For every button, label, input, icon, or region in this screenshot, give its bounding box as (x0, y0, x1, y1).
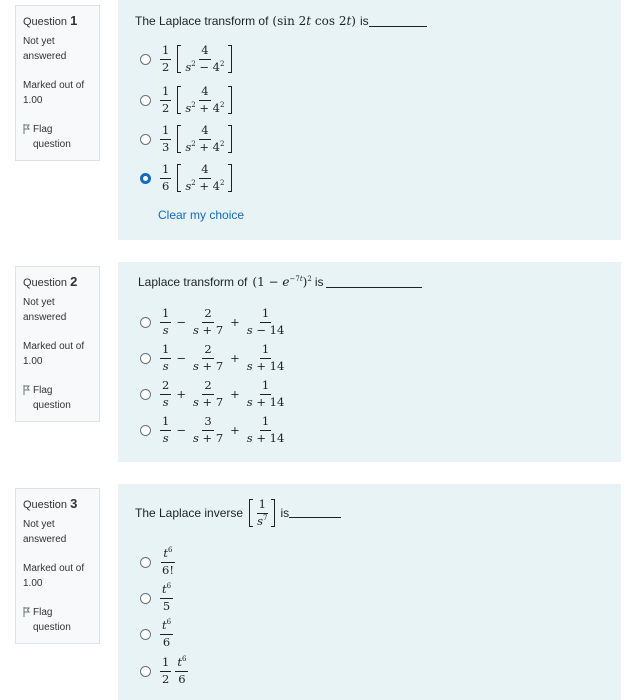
question-3-content (118, 484, 621, 700)
question-title: Question 3 (23, 496, 78, 511)
answer-blank (289, 517, 341, 518)
question-title: Question 1 (23, 13, 78, 28)
radio-button-checked[interactable] (140, 173, 151, 184)
flag-question-link[interactable]: Flag question (23, 383, 93, 413)
question-1-info (15, 5, 100, 161)
question-state: Not yet answered (23, 519, 67, 545)
math-expression: $(1 - e^{-7t})^2$ (252, 275, 312, 289)
question-mark: Marked out of 1.00 (23, 80, 85, 106)
radio-button[interactable] (140, 425, 151, 436)
option-expression: $\frac{1}{2}$ $\frac{t^6}{6}$ (162, 655, 187, 686)
radio-button[interactable] (140, 134, 151, 145)
answer-option[interactable] (140, 45, 234, 73)
option-expression: $\frac{t^6}{5}$ (162, 582, 172, 613)
question-number: 2 (70, 274, 78, 289)
answer-option[interactable] (140, 416, 286, 444)
question-text: The Laplace inverse $\frac{1}{s^7}$ is (135, 496, 341, 530)
option-expression: $\frac{1}{6}$ $\frac{4}{s^2 + 4^2}$ (160, 164, 234, 192)
option-expression: $\frac{2}{s}$ + $\frac{2}{s + 7}$ + $\frac{1}{s + 14}$ (162, 378, 285, 409)
option-expression: $\frac{1}{2}$ $\frac{4}{s^2 - 4^2}$ (160, 45, 234, 73)
answer-blank (326, 287, 422, 288)
answer-option[interactable] (140, 308, 286, 336)
answer-blank (369, 26, 427, 27)
radio-button[interactable] (140, 389, 151, 400)
radio-button[interactable] (140, 317, 151, 328)
flag-icon (23, 124, 30, 134)
question-2-content (118, 262, 621, 462)
option-expression: $\frac{1}{2}$ $\frac{4}{s^2 + 4^2}$ (160, 86, 234, 114)
question-1-content (118, 0, 621, 240)
question-text: The Laplace transform of (sin 2t cos 2t) is (135, 12, 427, 30)
answer-option[interactable] (140, 344, 286, 372)
question-number: 1 (70, 13, 78, 28)
answer-option-selected[interactable] (140, 164, 234, 192)
flag-icon (23, 607, 30, 617)
question-number: 3 (70, 496, 78, 511)
answer-option[interactable] (140, 548, 176, 576)
answer-option[interactable] (140, 380, 286, 408)
flag-icon (23, 385, 30, 395)
answer-option[interactable] (140, 584, 173, 612)
question-text: Laplace transform of $(1 - e^{-7t})^2$ is (138, 273, 422, 291)
clear-choice-link[interactable]: Clear my choice (158, 208, 245, 222)
answer-option[interactable] (140, 620, 173, 648)
flag-question-link[interactable]: Flag question (23, 605, 93, 635)
option-expression: $\frac{1}{3}$ $\frac{4}{s^2 + 4^2}$ (160, 125, 234, 153)
option-expression: $\frac{1}{s}$ − $\frac{3}{s + 7}$ + $\frac{1}{s + 14}$ (162, 414, 285, 445)
radio-button[interactable] (140, 54, 151, 65)
flag-question-link[interactable]: Flag question (23, 122, 93, 152)
answer-option[interactable] (140, 86, 234, 114)
answer-option[interactable] (140, 657, 188, 685)
answer-option[interactable] (140, 125, 234, 153)
question-2-info (15, 266, 100, 422)
radio-button[interactable] (140, 593, 151, 604)
question-mark: Marked out of 1.00 (23, 341, 85, 367)
question-state: Not yet answered (23, 36, 67, 62)
math-expression: $\frac{1}{s^7}$ (247, 499, 277, 527)
question-mark: Marked out of 1.00 (23, 563, 85, 589)
question-title: Question 2 (23, 274, 78, 289)
radio-button[interactable] (140, 95, 151, 106)
math-expression: (sin 2t cos 2t) (272, 14, 356, 28)
option-expression: $\frac{1}{s}$ − $\frac{2}{s + 7}$ + $\frac{1}{s + 14}$ (162, 342, 285, 373)
radio-button[interactable] (140, 666, 151, 677)
question-3-info (15, 488, 100, 644)
option-expression: $\frac{t^6}{6!}$ (162, 546, 174, 577)
radio-button[interactable] (140, 557, 151, 568)
option-expression: $\frac{1}{s}$ − $\frac{2}{s + 7}$ + $\frac{1}{s - 14}$ (162, 306, 285, 337)
question-state: Not yet answered (23, 297, 67, 323)
radio-button[interactable] (140, 629, 151, 640)
option-expression: $\frac{t^6}{6}$ (162, 618, 172, 649)
radio-button[interactable] (140, 353, 151, 364)
